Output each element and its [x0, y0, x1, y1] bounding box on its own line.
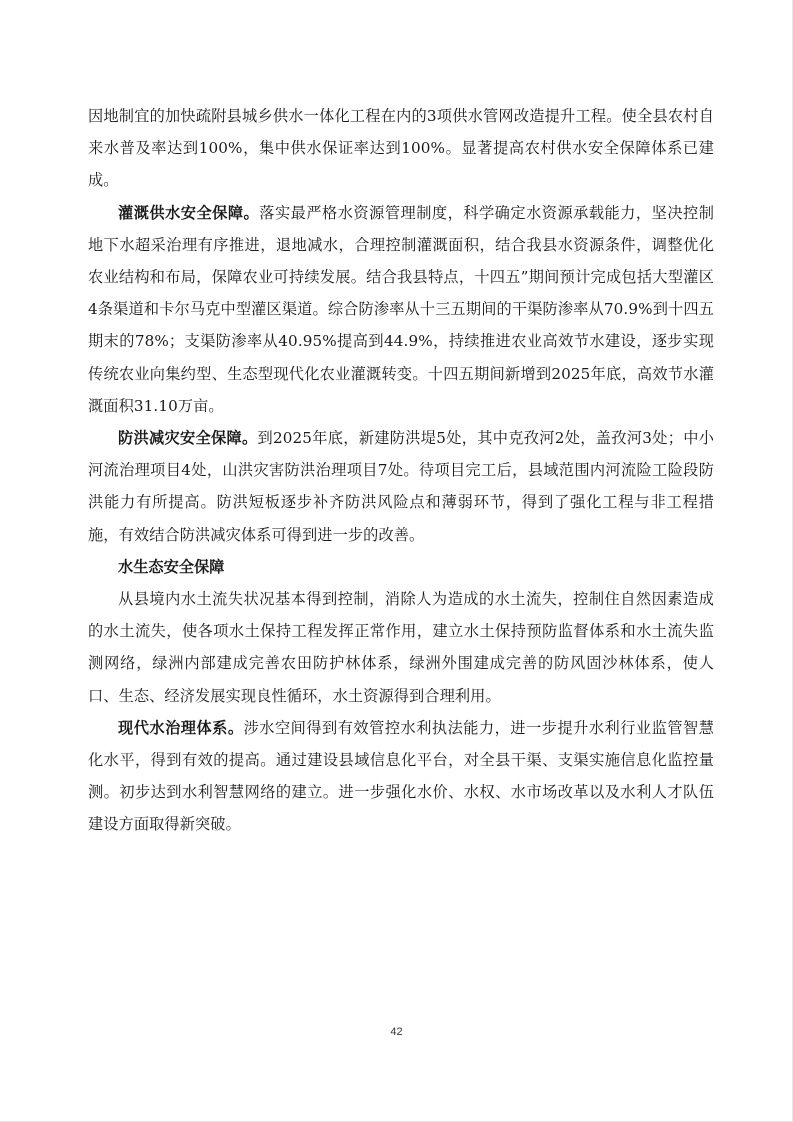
paragraph-rural-water-supply [88, 100, 714, 197]
paragraph-soil-water-conservation [88, 583, 714, 712]
paragraph-text: 落实最严格水资源管理制度，科学确定水资源承载能力，坚决控制地下水超采治理有序推进，退地减水，合理控制灌溉面积，结合我县水资源条件，调整优化农业结构和布局，保障农业可持续发展。结合我县特点，十四五”期间预计完成包括大型灌区4条渠道和卡尔马克中型灌区渠道。综合防渗率从十三五期间的干渠防渗率从70.9%到十四五期末的78%；支渠防渗率从40.95%提高到44.9%，持续推进农业高效节水建设，逐步实现传统农业向集约型、生态型现代化农业灌溉转变。十四五期间新增到2025年底，高效节水灌溉面积31.10万亩。 [88, 203, 715, 415]
paragraph-text: 从县境内水土流失状况基本得到控制，消除人为造成的水土流失，控制住自然因素造成的水土流失，使各项水土保持工程发挥正常作用，建立水土保持预防监督体系和水土流失监测网络，绿洲内部建成完善农田防护林体系，绿洲外围建成完善的防风固沙林体系，使人口、生态、经济发展实现良性循环，水土资源得到合理利用。 [88, 590, 714, 705]
section-heading-water-ecology: 水生态安全保障 [118, 557, 225, 576]
paragraph-irrigation-water-security [88, 197, 714, 422]
paragraph-lead-heading: 灌溉供水安全保障。 [118, 203, 260, 222]
paragraph-text: 因地制宜的加快疏附县城乡供水一体化工程在内的3项供水管网改造提升工程。使全县农村自来水普及率达到100%，集中供水保证率达到100%。显著提高农村供水安全保障体系已建成。 [88, 107, 714, 190]
paragraph-lead-heading: 现代水治理体系。 [118, 718, 244, 737]
paragraph-lead-heading: 防洪减灾安全保障。 [118, 429, 258, 448]
paragraph-text: 涉水空间得到有效管控水利执法能力，进一步提升水利行业监管智慧化水平，得到有效的提高。通过建设县域信息化平台，对全县干渠、支渠实施信息化监控量测。初步达到水利智慧网络的建立。进一步强化水价、水权、水市场改革以及水利人才队伍建设方面取得新突破。 [88, 718, 714, 834]
body-text [88, 100, 714, 841]
page-number: 42 [390, 1026, 403, 1038]
paragraph-modern-water-governance [88, 712, 714, 841]
paragraph-flood-control-security [88, 422, 714, 551]
paragraph-text: 到2025年底，新建防洪堤5处，其中克孜河2处，盖孜河3处；中小河流治理项目4处，山洪灾害防洪治理项目7处。待项目完工后，县域范围内河流险工险段防洪能力有所提高。防洪短板逐步补齐防洪风险点和薄弱环节，得到了强化工程与非工程措施，有效结合防洪减灾体系可得到进一步的改善。 [88, 429, 715, 544]
